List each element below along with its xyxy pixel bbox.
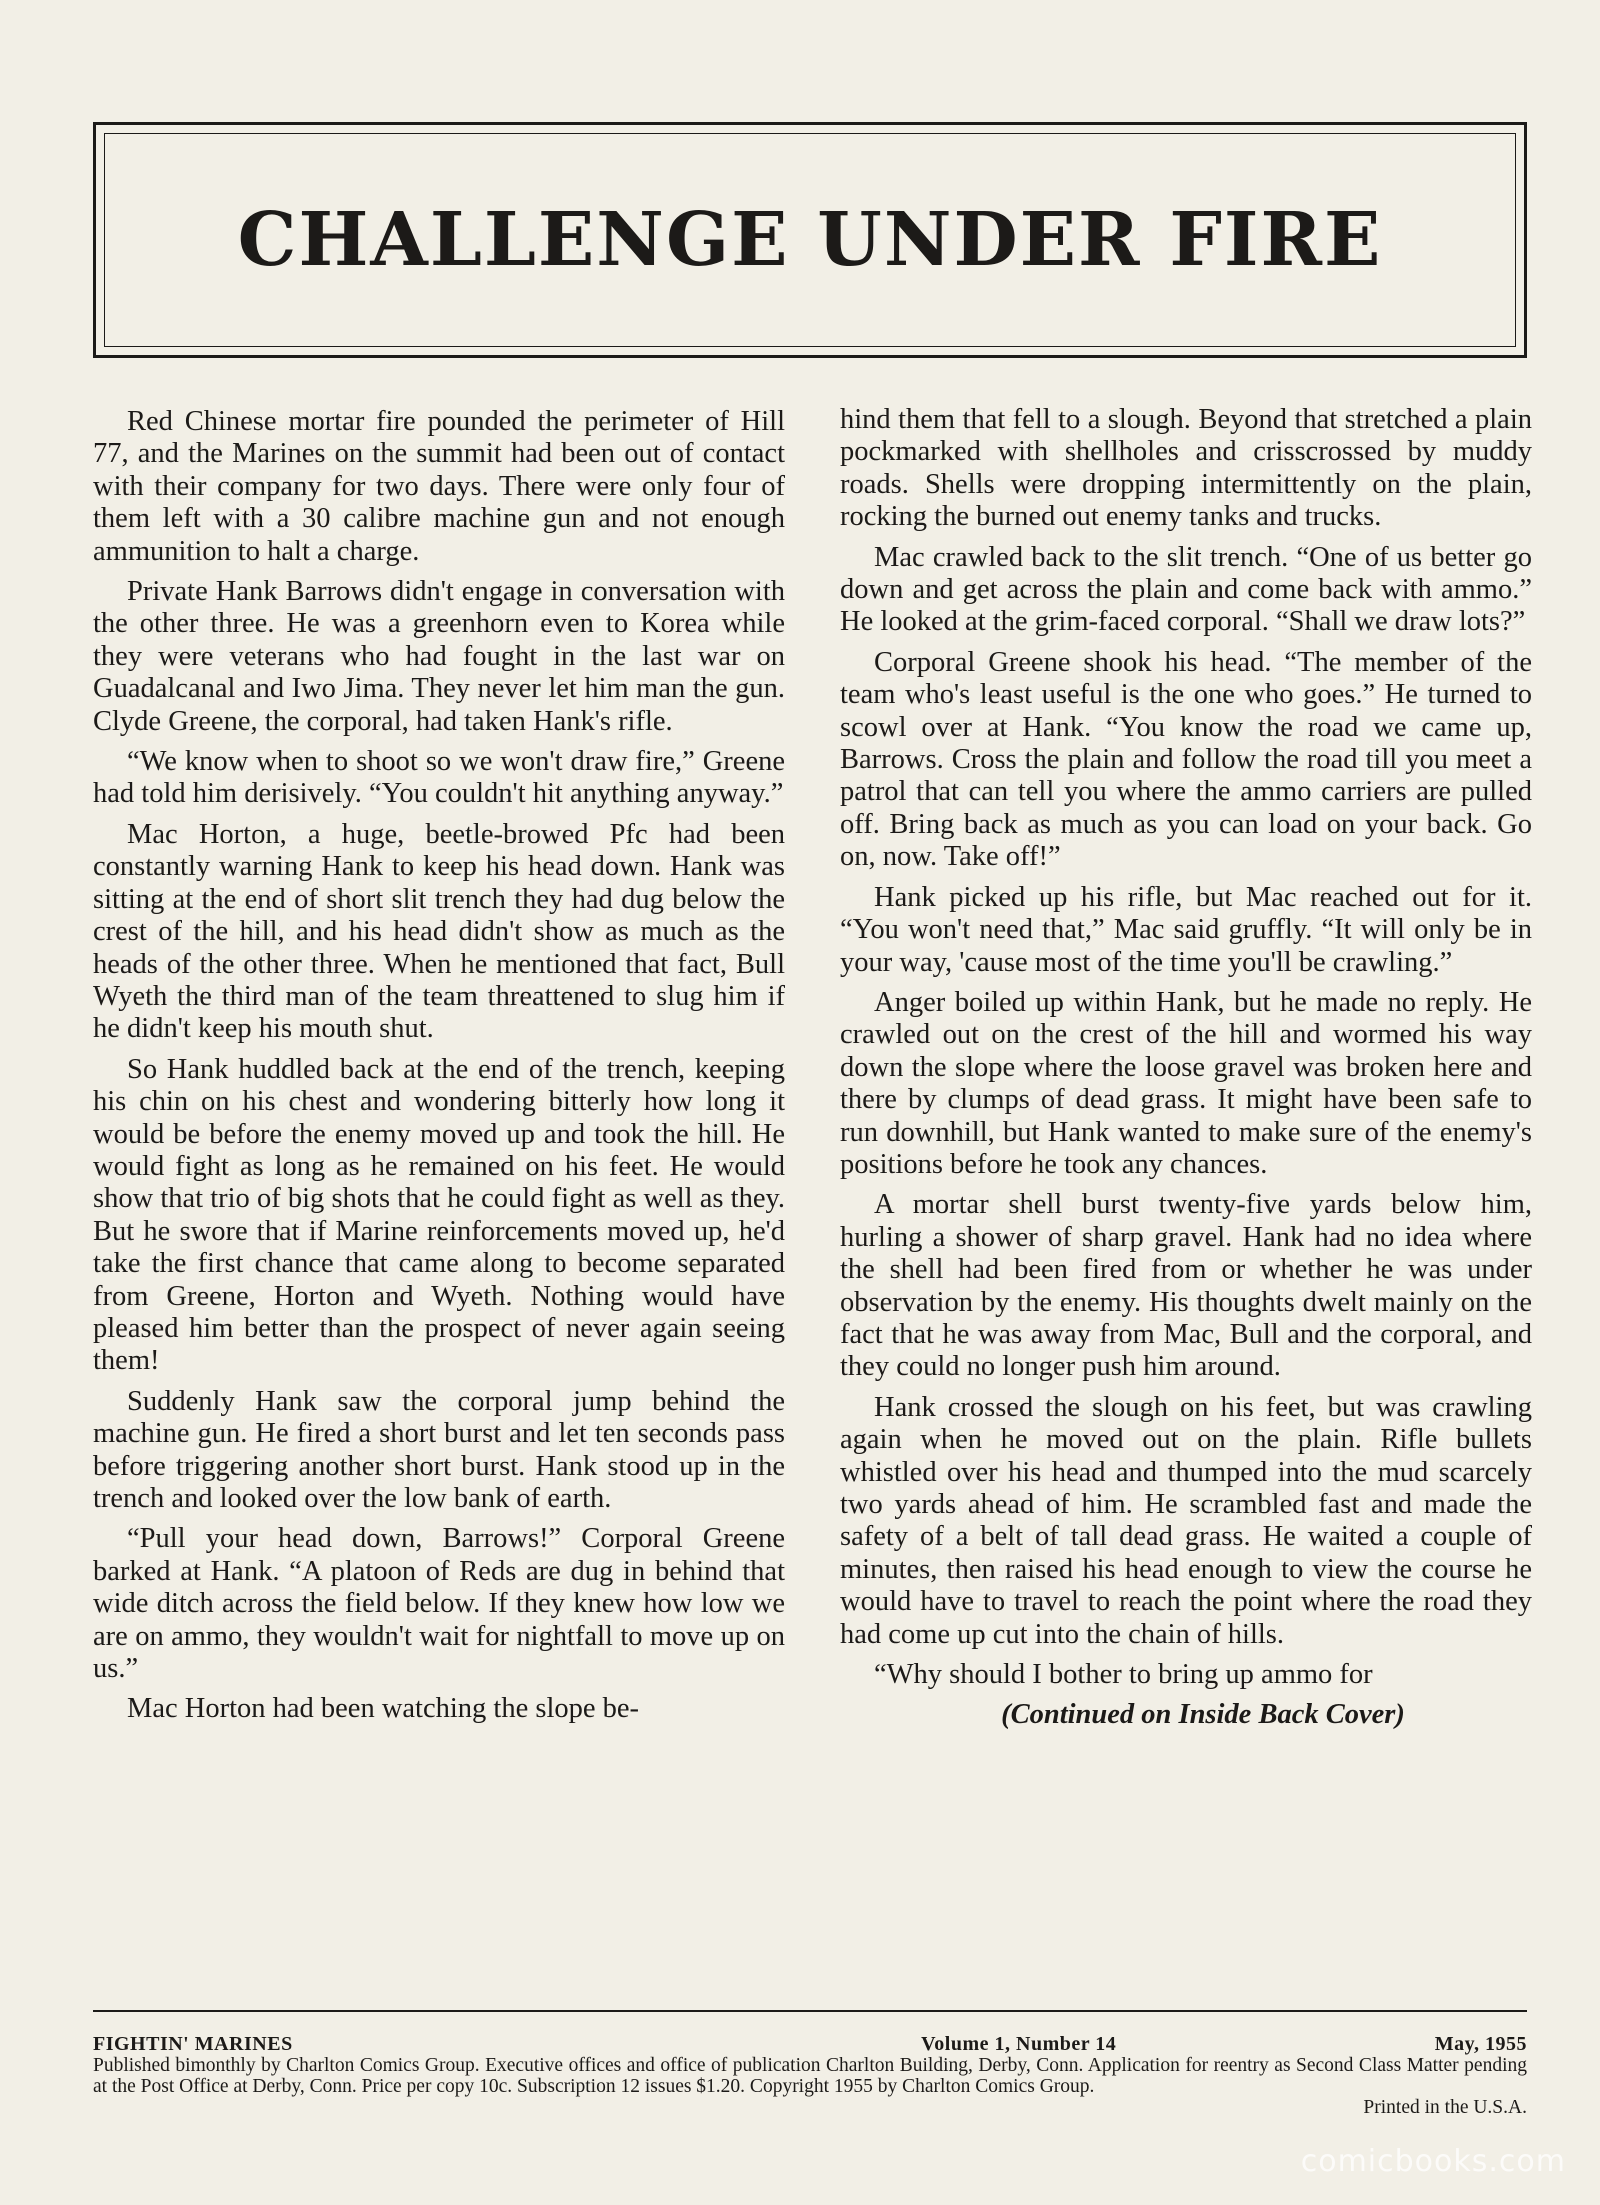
paragraph: Suddenly Hank saw the corporal jump behind the machine gun. He fired a short burst and let ten seconds pass before triggering another short burst. Hank stood up in the trench and looked over the low bank of earth.: [93, 1385, 785, 1514]
paragraph: Mac Horton had been watching the slope be-: [127, 1693, 640, 1725]
footer-divider: [93, 2010, 1527, 2012]
paragraph: “We know when to shoot so we won't draw fire,” Greene had told him derisively. “You couldn't hit anything anyway.”: [93, 746, 785, 810]
title-frame-inner: [104, 133, 1516, 347]
left-column: [93, 406, 785, 1734]
paragraph: Anger boiled up within Hank, but he made no reply. He crawled out on the crest of the hill and wormed his way down the slope where the loose gravel was broken here and there by clumps of dead grass. It might have been safe to run downhill, but Hank wanted to make sure of the enemy's positions before he took any chances.: [840, 986, 1532, 1180]
paragraph: Mac crawled back to the slit trench. “One of us better go down and get across the plain and come back with ammo.” He looked at the grim-faced corporal. “Shall we draw lots?”: [840, 541, 1532, 638]
magazine-name: FIGHTIN' MARINES: [93, 2033, 293, 2055]
publication-footer: [93, 2034, 1527, 2118]
paragraph: A mortar shell burst twenty-five yards below him, hurling a shower of sharp gravel. Hank had no idea where the shell had been fired from or whether he was under observation by the enemy. His thoughts dwelt mainly on the fact that he was away from Mac, Bull and the corporal, and they could no longer push him around.: [840, 1189, 1532, 1383]
paragraph: So Hank huddled back at the end of the trench, keeping his chin on his chest and wondering bitterly how long it would be before the enemy moved up and took the hill. He would fight as long as he remained on his feet. He would show that trio of big shots that he could fight as well as they. But he swore that if Marine reinforcements moved up, he'd take the first chance that came along to become separated from Greene, Horton and Wyeth. Nothing would have pleased him better than the prospect of never again seeing them!: [93, 1053, 785, 1377]
issue-date: May, 1955: [1434, 2033, 1527, 2055]
paragraph: “Why should I bother to bring up ammo for: [874, 1659, 1373, 1691]
paragraph-continued: hind them that fell to a slough. Beyond that stretched a plain pockmarked with shellholes and crisscrossed by muddy roads. Shells were dropping intermittently on the plain, rocking the burned out enemy tanks and trucks.: [840, 404, 1532, 533]
publication-notice: Published bimonthly by Charlton Comics Group. Executive offices and office of publication Charlton Building, Derby, Conn. Application for reentry as Second Class Matter pending at the Post Office at Derby, Conn. Price per copy 10c. Subscription 12 issues $1.20. Copyright 1955 by Charlton Comics Group.: [93, 2055, 1527, 2097]
footer-header: [93, 2034, 1527, 2055]
volume-number: Volume 1, Number 14: [921, 2033, 1117, 2055]
paragraph: Red Chinese mortar fire pounded the perimeter of Hill 77, and the Marines on the summit had been out of contact with their company for two days. There were only four of them left with a 30 calibre machine gun and not enough ammunition to halt a charge.: [93, 406, 785, 567]
watermark: comicbooks.com: [1300, 2144, 1566, 2179]
right-column: [840, 404, 1532, 1740]
paragraph: Mac Horton, a huge, beetle-browed Pfc had been constantly warning Hank to keep his head down. Hank was sitting at the end of short slit trench they had dug below the crest of the hill, and his head didn't show as much as the heads of the other three. When he mentioned that fact, Bull Wyeth the third man of the team threattened to slug him if he didn't keep his mouth shut.: [93, 818, 785, 1045]
paragraph: “Pull your head down, Barrows!” Corporal Greene barked at Hank. “A platoon of Reds are dug in behind that wide ditch across the field below. If they knew how low we are on ammo, they wouldn't wait for nightfall to move up on us.”: [93, 1523, 785, 1685]
story-title: CHALLENGE UNDER FIRE: [237, 197, 1383, 283]
paragraph: Hank crossed the slough on his feet, but was crawling again when he moved out on the plain. Rifle bullets whistled over his head and thumped into the mud scarcely two yards ahead of him. He scrambled fast and made the safety of a belt of tall dead grass. He waited a couple of minutes, then raised his head enough to view the course he would have to travel to reach the point where the road they had come up cut into the chain of hills.: [840, 1391, 1532, 1650]
printed-note: Printed in the U.S.A.: [1363, 2097, 1527, 2118]
paragraph: Private Hank Barrows didn't engage in conversation with the other three. He was a greenhorn even to Korea while they were veterans who had fought in the last war on Guadalcanal and Iwo Jima. They never let him man the gun. Clyde Greene, the corporal, had taken Hank's rifle.: [93, 576, 785, 737]
title-frame: [93, 122, 1527, 358]
paragraph: Corporal Greene shook his head. “The member of the team who's least useful is the one who goes.” He turned to scowl over at Hank. “You know the road we came up, Barrows. Cross the plain and follow the road till you meet a patrol that can tell you where the ammo carriers are pulled off. Bring back as much as you can load on your back. Go on, now. Take off!”: [840, 646, 1532, 873]
continued-note: (Continued on Inside Back Cover): [1001, 1699, 1405, 1731]
paragraph: Hank picked up his rifle, but Mac reached out for it. “You won't need that,” Mac said gruffly. “It will only be in your way, 'cause most of the time you'll be crawling.”: [840, 881, 1532, 978]
